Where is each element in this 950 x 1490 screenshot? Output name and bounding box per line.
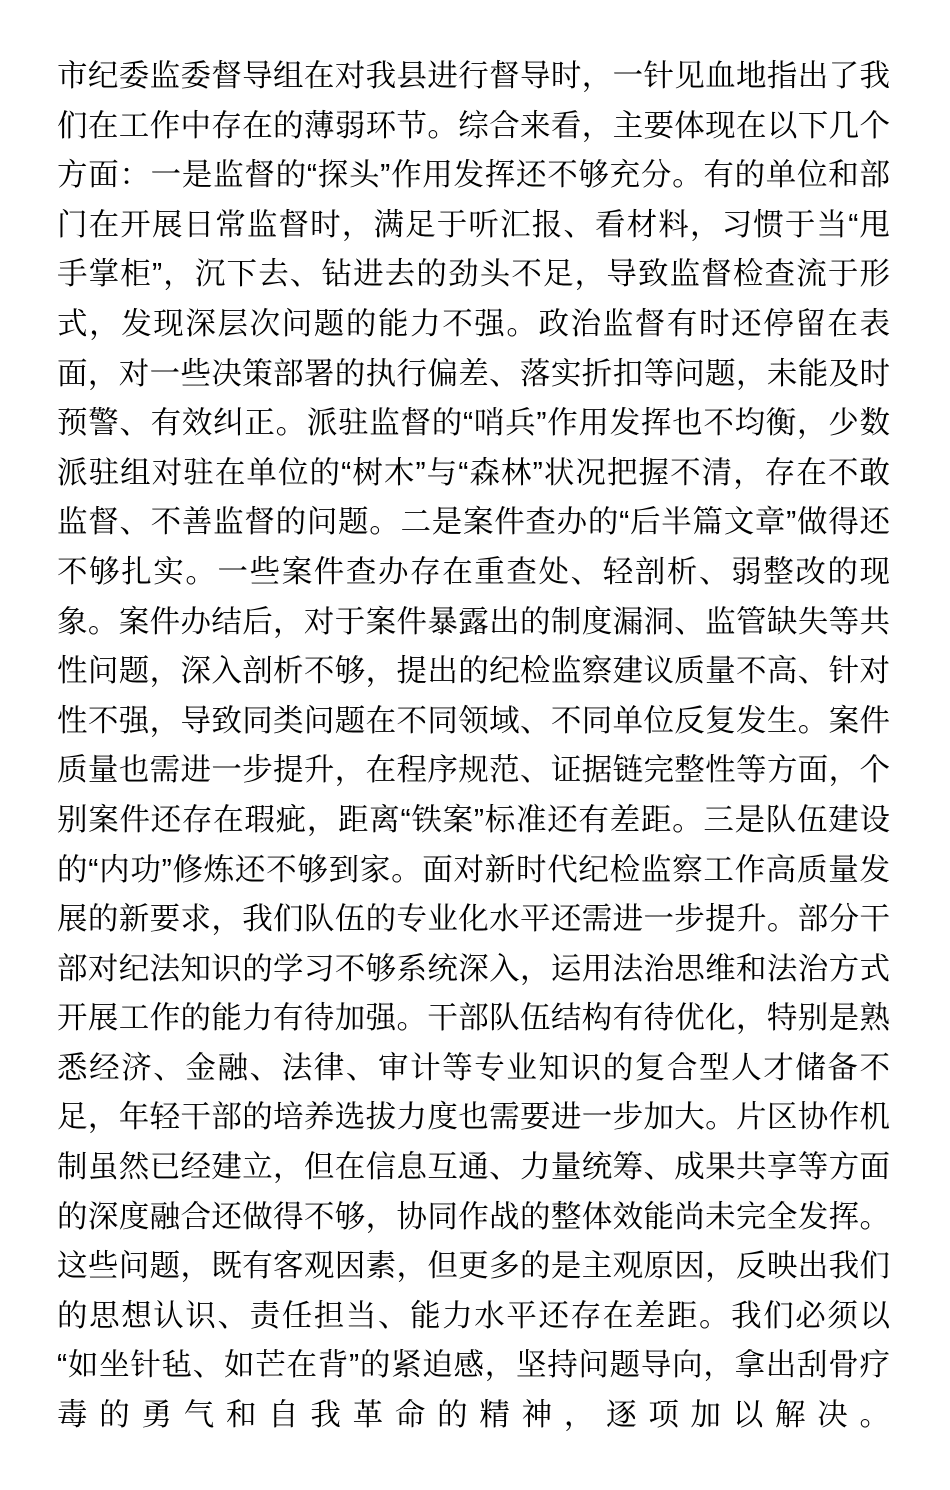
body-paragraph: 市纪委监委督导组在对我县进行督导时，一针见血地指出了我们在工作中存在的薄弱环节。综合来看，主要体现在以下几个方面：一是监督的“探头”作用发挥还不够充分。有的单位和部门在开展日常监督时，满足于听汇报、看材料，习惯于当“甩手掌柜”，沉下去、钻进去的劲头不足，导致监督检查流于形式，发现深层次问题的能力不强。政治监督有时还停留在表面，对一些决策部署的执行偏差、落实折扣等问题，未能及时预警、有效纠正。派驻监督的“哨兵”作用发挥也不均衡，少数派驻组对驻在单位的“树木”与“森林”状况把握不清，存在不敢监督、不善监督的问题。二是案件查办的“后半篇文章”做得还不够扎实。一些案件查办存在重查处、轻剖析、弱整改的现象。案件办结后，对于案件暴露出的制度漏洞、监管缺失等共性问题，深入剖析不够，提出的纪检监察建议质量不高、针对性不强，导致同类问题在不同领域、不同单位反复发生。案件质量也需进一步提升，在程序规范、证据链完整性等方面，个别案件还存在瑕疵，距离“铁案”标准还有差距。三是队伍建设的“内功”修炼还不够到家。面对新时代纪检监察工作高质量发展的新要求，我们队伍的专业化水平还需进一步提升。部分干部对纪法知识的学习不够系统深入，运用法治思维和法治方式开展工作的能力有待加强。干部队伍结构有待优化，特别是熟悉经济、金融、法律、审计等专业知识的复合型人才储备不足，年轻干部的培养选拔力度也需要进一步加大。片区协作机制虽然已经建立，但在信息互通、力量统筹、成果共享等方面的深度融合还做得不够，协同作战的整体效能尚未完全发挥。这些问题，既有客观因素，但更多的是主观原因，反映出我们的思想认识、责任担当、能力水平还存在差距。我们必须以 “如坐针毡、如芒在背”的紧迫感，坚持问题导向，拿出刮骨疗毒的勇气和自我革命的精神，逐项加以解决。 bbox=[57, 59, 890, 1433]
document-text-body bbox=[57, 52, 890, 1490]
